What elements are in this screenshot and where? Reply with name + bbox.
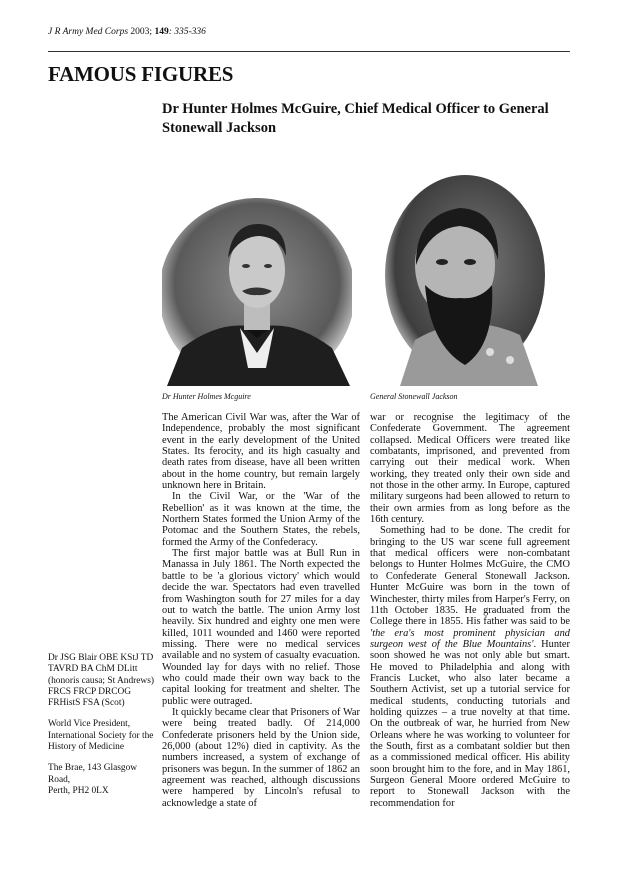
journal-volume: 149 xyxy=(152,27,169,37)
author-credentials: Dr JSG Blair OBE KStJ TD TAVRD BA ChM DLitt (honoris causa; St Andrews) FRCS FRCP DRCOG FRHistS FSA (Scot) xyxy=(48,653,154,709)
section-title: FAMOUS FIGURES xyxy=(48,62,234,86)
journal-citation xyxy=(48,27,206,37)
paragraph: The first major battle was at Bull Run in Manassa in July 1861. The North expected the battle to be 'a glorious victory' which would decide the war. Spectators had even travelled from Washington south for 27 miles for a day out to watch the battle. The union Army lost heavily. Six hundred and eighty one men were killed, 1011 wounded and 1460 were reported missing. There were no medical services available and no system of casualty evacuation. Wounded lay for days with no relief. Those who could made their own way back to the capital looking for treatment and shelter. The public were outraged. xyxy=(162,548,360,707)
paragraph: The American Civil War was, after the War of Independence, probably the most significant event in the early development of the United States. Its ferocity, and its high casualty and death rates from disease, have all been written about in the home country, but remain largely unknown here in Britain. xyxy=(162,412,360,492)
journal-name: J R Army Med Corps xyxy=(48,27,129,37)
caption-jackson: General Stonewall Jackson xyxy=(370,392,458,401)
text-run: Something had to be done. The credit for bringing to the US war scene full agreement that medical officers were non-combatant belongs to Hunter Holmes McGuire, the CMO to Confederate General Stonewall Jackson. Hunter McGuire was born in the town of Winchester, thirty miles from Harper's Ferry, on 11th October 1835. He graduated from the College there in 1855. His father was said to be xyxy=(370,525,570,628)
quotation: 'the era's most prominent physician and surgeon west of the Blue Mountains' xyxy=(370,627,570,650)
body-column-1 xyxy=(162,412,360,809)
caption-mcguire: Dr Hunter Holmes Mcguire xyxy=(162,392,251,401)
portrait-stonewall-jackson xyxy=(370,170,555,386)
author-address xyxy=(48,763,154,797)
address-line: The Brae, 143 Glasgow Road, xyxy=(48,763,138,785)
portrait-mcguire xyxy=(162,178,352,386)
journal-pages: : 335-336 xyxy=(168,27,206,37)
paragraph xyxy=(370,525,570,809)
author-affiliation: World Vice President, International Society for the History of Medicine xyxy=(48,719,154,753)
text-run: . Hunter soon showed he was not only able but smart. He moved to Philadelphia and along with Francis Lucket, who also later became a Southern Activist, set up a tutorial service for medical students, conducting tutorials and holding quizzes – a true novelty at that time. On the outbreak of war, he hurried from New Orleans where he was working to volunteer for the South, first as a combatant soldier but then as a commissioned medical officer. His ability soon brought him to the fore, and in May 1861, Surgeon General Moore ordered McGuire to report to Stonewall Jackson with the recommendation for xyxy=(370,638,570,809)
journal-year: 2003; xyxy=(128,27,153,37)
address-line: Perth, PH2 0LX xyxy=(48,785,109,796)
paragraph: It quickly became clear that Prisoners of War were being treated badly. Of 214,000 Confederate prisoners held by the Union side, 26,000 (about 12%) died in captivity. As the numbers increased, a system of exchange of prisoners was begun. In the summer of 1862 an agreement was reached, although discussions were hampered by Lincoln's refusal to acknowledge a state of xyxy=(162,706,360,809)
author-sidebar xyxy=(48,653,154,807)
article-title: Dr Hunter Holmes McGuire, Chief Medical Officer to General Stonewall Jackson xyxy=(162,101,549,136)
paragraph: In the Civil War, or the 'War of the Rebellion' as it was known at the time, the Northern States formed the Union Army of the Potomac and the Southern States, the rebels, formed the Army of the Confederacy. xyxy=(162,491,360,548)
body-column-2 xyxy=(370,412,570,809)
paragraph: war or recognise the legitimacy of the Confederate Government. The agreement collapsed. Medical Officers were treated like combatants, imprisoned, and prevented from carrying out their medical work. When working, they treated only their own side and not those in the other army. In Europe, captured military surgeons had been allowed to return to their own armies from as long before as the 16th century. xyxy=(370,412,570,526)
header-rule xyxy=(48,51,570,52)
